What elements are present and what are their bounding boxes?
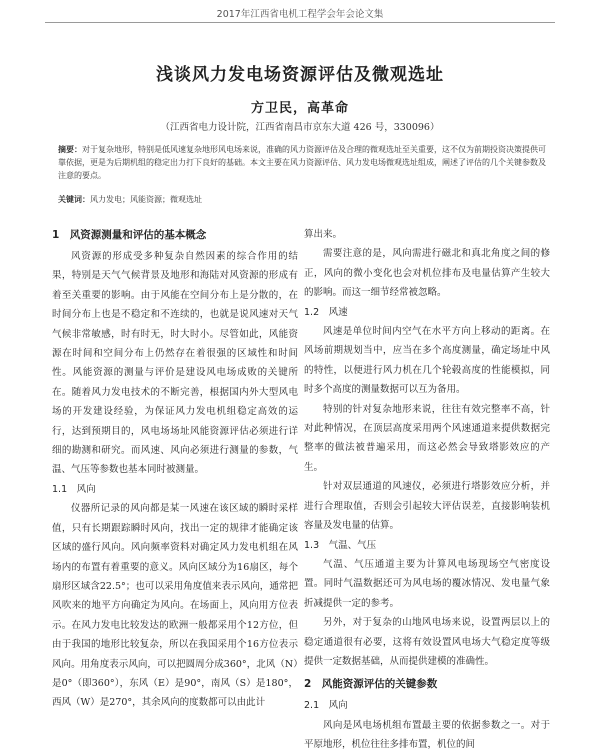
section-1-title: 1 风资源测量和评估的基本概念 — [52, 229, 207, 241]
right-column — [304, 225, 550, 755]
paragraph: 特别的针对复杂地形来说，往往有效完整率不高，针对此种情况，在顶层高度采用两个风速通道来提供数据完整率的做法被普遍采用，而这必然会导致塔影效应的产生。 — [304, 403, 550, 473]
subsection-1-3-title: 1.3 气温、气压 — [304, 539, 377, 551]
paper-authors: 方卫民，高革命 — [250, 101, 349, 116]
paragraph-continuation: 算出来。 — [304, 229, 343, 240]
keywords-text: 风力发电；风能资源；微观选址 — [90, 195, 202, 204]
paper-affiliation: （江西省电力设计院，江西省南昌市京东大道 426 号，330096） — [160, 122, 440, 133]
paragraph: 针对双层通道的风速仪，必须进行塔影效应分析，并进行合理取值，否则会引起较大评估误差，直接影响装机容量及发电量的估算。 — [304, 481, 550, 532]
paragraph: 需要注意的是，风向需进行磁北和真北角度之间的修正，风向的微小变化也会对机位排布及电量估算产生较大的影响。而这一细节经常被忽略。 — [304, 248, 550, 299]
abstract-text: 对于复杂地形，特别是低风速复杂地形风电场来说，准确的风力资源评估及合理的微观选址至关重要，这不仅为前期投资决策提供可靠依据，更是为后期机组的稳定出力打下良好的基础。本文主要在风力资源评估、风力发电场微观选址组成，阐述了评估的几个关键参数及注意的要点。 — [58, 145, 546, 180]
paper-title: 浅谈风力发电场资源评估及微观选址 — [156, 65, 444, 85]
header-rule — [45, 22, 555, 23]
keywords-label: 关键词： — [58, 195, 90, 204]
abstract — [58, 143, 546, 182]
paragraph: 风速是单位时间内空气在水平方向上移动的距离。在风场前期规划当中，应当在多个高度测量，确定场址中风的特性，以便进行风力机在几个轮毂高度的性能模拟，同时多个高度的测量数据可以互为备用。 — [304, 326, 550, 396]
subsection-1-1-title: 1.1 风向 — [52, 483, 96, 495]
keywords — [58, 193, 546, 206]
paragraph: 另外，对于复杂的山地风电场来说，设置两层以上的稳定通道很有必要，这将有效设置风电场大气稳定度等级提供一定数据基础，从而提供建模的准确性。 — [304, 617, 550, 667]
running-header: 2017年江西省电机工程学会年会论文集 — [216, 9, 384, 20]
subsection-1-2-title: 1.2 风速 — [304, 306, 348, 318]
left-column — [52, 225, 298, 713]
abstract-label: 摘要： — [58, 145, 82, 154]
section-2-title: 2 风能资源评估的关键参数 — [304, 678, 438, 691]
subsection-2-1-title: 2.1 风向 — [304, 700, 348, 712]
paragraph: 气温、气压通道主要为计算风电场现场空气密度设置。同时气温数据还可为风电场的覆冰情况、发电量气象折减提供一定的参考。 — [304, 558, 550, 609]
paragraph: 风向是风电场机组布置最主要的依据参数之一。对于平原地形，机位往往多排布置，机位的间 — [304, 719, 550, 751]
paragraph: 风资源的形成受多种复杂自然因素的综合作用的结果，特别是天气气候背景及地形和海陆对风资源的形成有着至关重要的影响。由于风能在空间分布上是分散的，在时间分布上也是不稳定和不连续的，也就是说风速对天气气候非常敏感，时有时无，时大时小。尽管如此，风能资源在时间和空间分布上仍然存在着很强的区域性和时间性。风能资源的测量与评价是建设风电场成败的关键所在。随着风力发电技术的不断完善，根据国内外大型风电场的开发建设经验，为保证风力发电机组稳定高效的运行，达到预期目的，风电场场址风能资源评估必须进行详细的勘测和研究。而风速、风向必须进行测量的参数，气温、气压等参数也基本同时被测量。 — [52, 251, 298, 476]
paragraph: 仪器所记录的风向都是某一风速在该区域的瞬时采样值，只有长期跟踪瞬时风向，找出一定的规律才能确定该区域的盛行风向。风向频率资料对确定风力发电机组在风场内的布置有着重要的意义。风向区域分为16扇区，每个扇形区域含22.5°；也可以采用角度值来表示风向，通常把风吹来的地平方向确定为风向。在场面上，风向用方位表示。在风力发电比较发达的欧洲一般都采用个12方位，但由于我国的地形比较复杂，所以在我国采用个16方位表示风向。用角度表示风向，可以把圆周分成360°，北风（N）是0°（即360°），东风（E）是90°，南风（S）是180°，西风（W）是270°，其余风向的度数都可以由此计 — [52, 503, 298, 709]
